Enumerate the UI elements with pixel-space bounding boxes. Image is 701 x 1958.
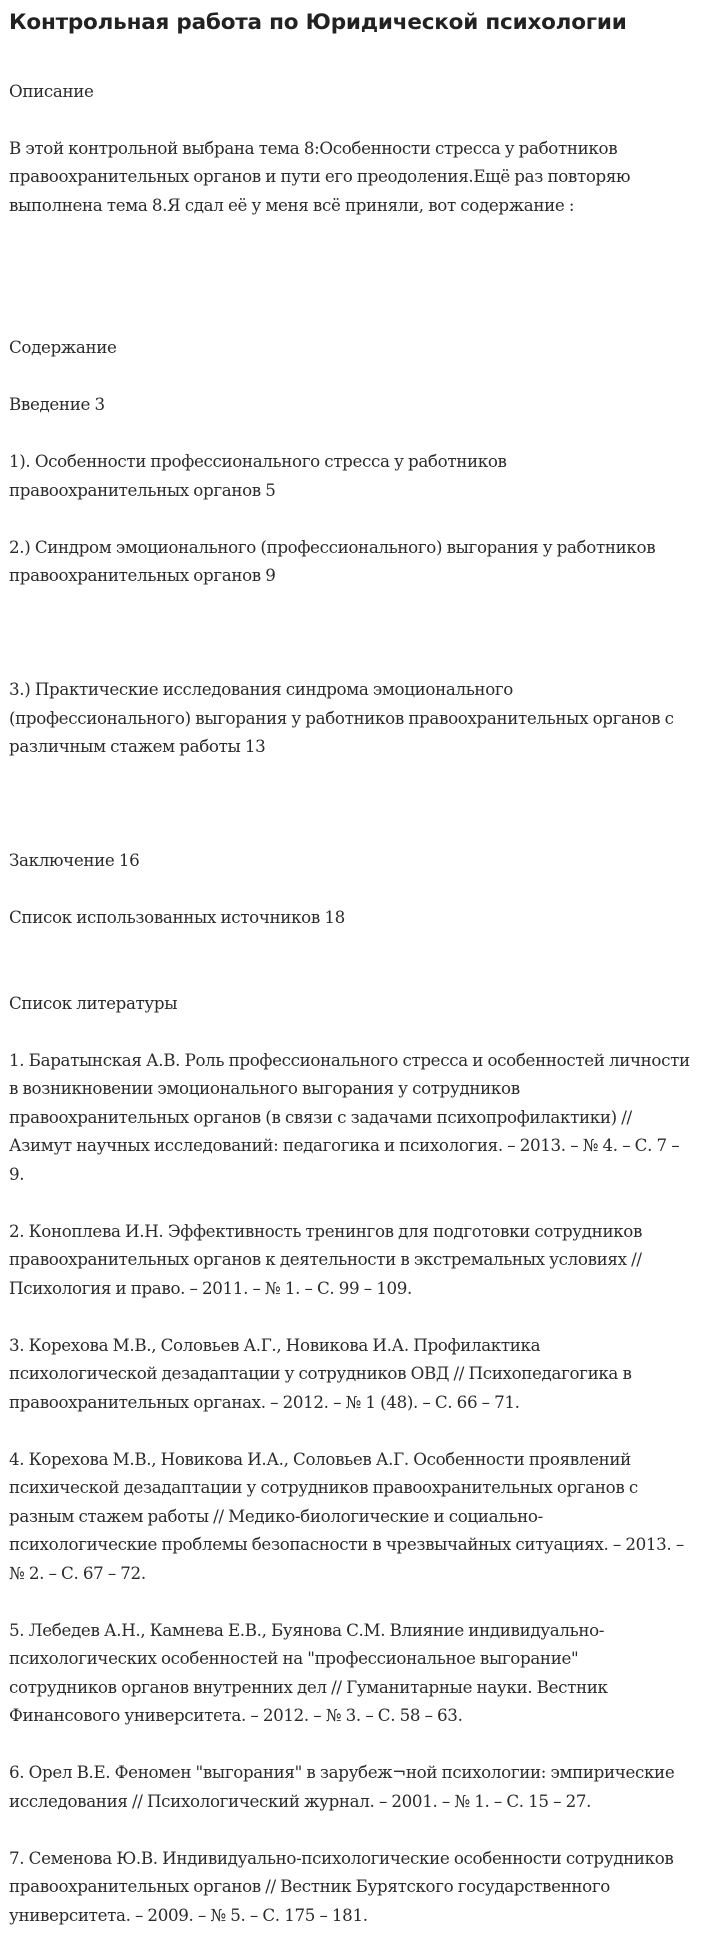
contents-item-intro: Введение 3 bbox=[9, 394, 105, 414]
contents-item-sources: Список использованных источников 18 bbox=[9, 907, 345, 927]
contents-item-conclusion: Заключение 16 bbox=[9, 850, 140, 870]
literature-item: 5. Лебедев А.Н., Камнева Е.В., Буянова С.М. Влияние индивидуально-психологических особенностей на "профессиональное выгорание" сотрудников органов внутренних дел // Гуманитарные науки. Вестник Финансового университета. – 2012. – № 3. – С. 58 – 63. bbox=[9, 1619, 608, 1725]
literature-item: 7. Семенова Ю.В. Индивидуально-психологические особенности сотрудников правоохранительных органов // Вестник Бурятского государственного университета. – 2009. – № 5. – С. 175 – 181. bbox=[9, 1847, 674, 1925]
literature-item: 3. Корехова М.В., Соловьев А.Г., Новикова И.А. Профилактика психологической дезадаптации у сотрудников ОВД // Психопедагогика в правоохранительных органах. – 2012. – № 1 (48). – С. 66 – 71. bbox=[9, 1334, 632, 1412]
blank-line bbox=[9, 789, 690, 818]
literature-item: 2. Коноплева И.Н. Эффективность тренингов для подготовки сотрудников правоохранительных органов к деятельности в экстремальных условиях // Психология и право. – 2011. – № 1. – С. 99 – 109. bbox=[9, 1220, 643, 1298]
description-text: В этой контрольной выбрана тема 8:Особенности стресса у работников правоохранительных органов и пути его преодоления.Ещё раз повторяю выполнена тема 8.Я сдал её у меня всё приняли, вот содержание : bbox=[9, 137, 631, 215]
literature-item: 6. Орел В.Е. Феномен "выгорания" в зарубеж¬ной психологии: эмпирические исследования // Психологический журнал. – 2001. – № 1. – С. 15 – 27. bbox=[9, 1762, 675, 1811]
contents-item-1: 1). Особенности профессионального стресса у работников правоохранительных органов 5 bbox=[9, 451, 507, 500]
literature-item: 4. Корехова М.В., Новикова И.А., Соловьев А.Г. Особенности проявлений психической дезадаптации у сотрудников правоохранительных органов с разным стажем работы // Медико-биологические и социально-психологические проблемы безопасности в чрезвычайных ситуациях. – 2013. – № 2. – С. 67 – 72. bbox=[9, 1448, 684, 1583]
blank-line bbox=[9, 248, 690, 277]
literature-heading: Список литературы bbox=[9, 992, 178, 1013]
contents-item-2: 2.) Синдром эмоционального (профессионального) выгорания у работников правоохранительных органов 9 bbox=[9, 536, 656, 585]
description-heading: Описание bbox=[9, 80, 94, 101]
blank-line bbox=[9, 618, 690, 647]
contents-item-3: 3.) Практические исследования синдрома эмоционального (профессионального) выгорания у работников правоохранительных органов с различным стажем работы 13 bbox=[9, 679, 674, 756]
contents-heading: Содержание bbox=[9, 337, 117, 357]
document-title: Контрольная работа по Юридической психологии bbox=[9, 10, 627, 35]
literature-item: 1. Баратынская А.В. Роль профессионального стресса и особенностей личности в возникновении эмоционального выгорания у сотрудников правоохранительных органов (в связи с задачами психопрофилактики) // Азимут научных исследований: педагогика и психология. – 2013. – № 4. – С. 7 – 9. bbox=[9, 1049, 690, 1184]
document-body bbox=[9, 48, 690, 1958]
